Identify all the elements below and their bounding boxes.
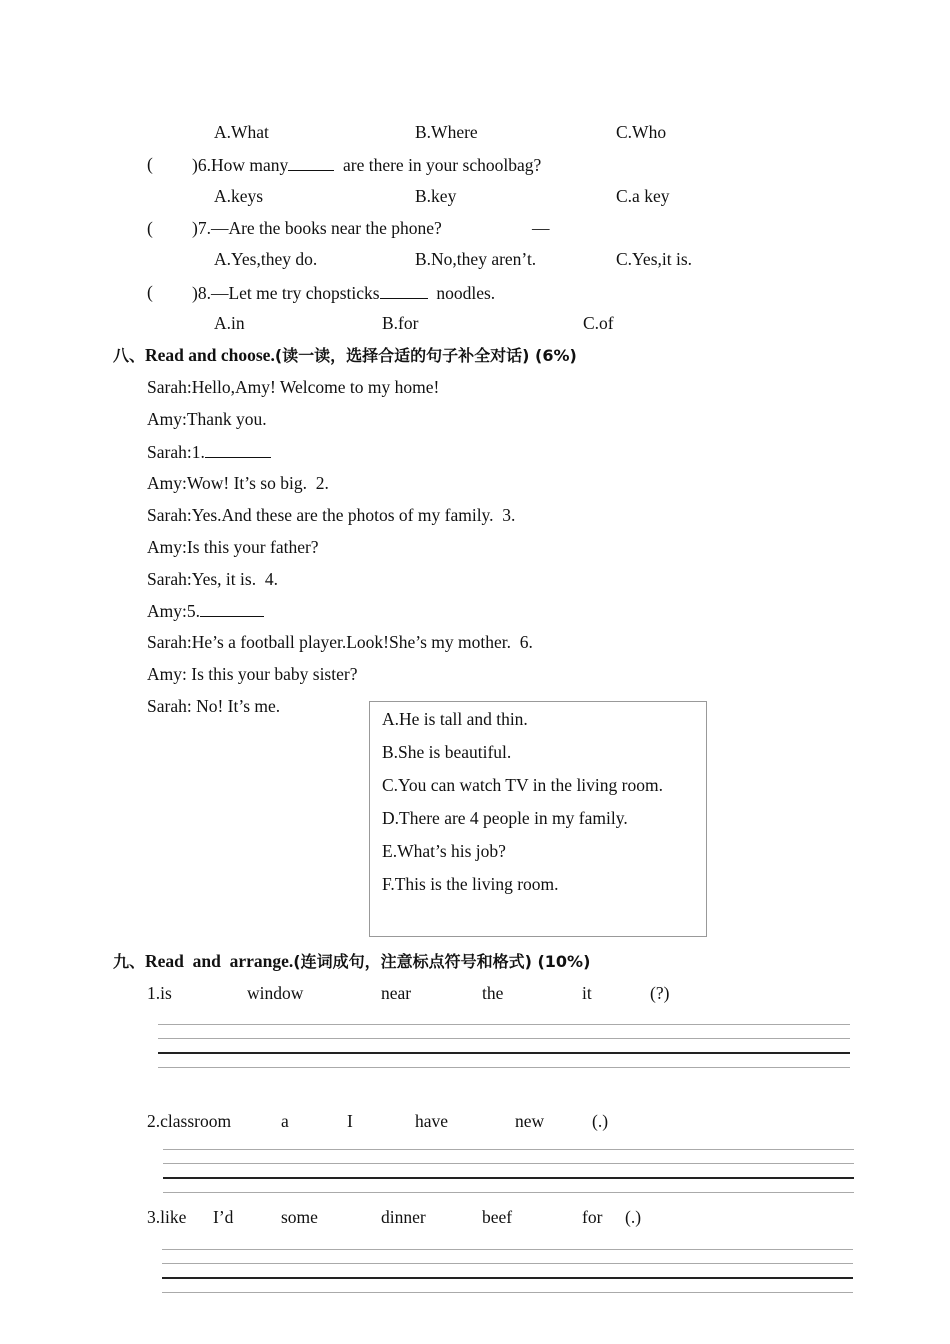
dialogue-line-10: Amy: Is this your baby sister? <box>147 664 358 684</box>
section8-heading: 八、Read and choose.(读一读，选择合适的句子补全对话) (6%) <box>113 345 577 365</box>
section9-heading: 九、Read and arrange.(连词成句，注意标点符号和格式) (10%) <box>113 951 591 971</box>
q5-option-b: B.Where <box>415 122 478 142</box>
dialogue-line-11: Sarah: No! It’s me. <box>147 696 281 716</box>
arrange-q3-word: I’d <box>213 1207 234 1227</box>
q7-option-c: C.Yes,it is. <box>616 249 693 269</box>
q7-open-paren: ( <box>147 218 153 238</box>
arrange-q3-word: some <box>281 1207 318 1227</box>
dialogue-line-6: Amy:Is this your father? <box>147 537 319 557</box>
q8-option-a: A.in <box>214 313 245 333</box>
q8-option-c: C.of <box>583 313 614 333</box>
q7-answer-dash: — <box>532 218 550 238</box>
arrange-q3-word: beef <box>482 1207 513 1227</box>
q8-stem: )8.—Let me try chopsticks noodles. <box>192 283 496 303</box>
dialogue-line-7: Sarah:Yes, it is. 4. <box>147 569 278 589</box>
dialogue-line-1: Sarah:Hello,Amy! Welcome to my home! <box>147 377 440 397</box>
writing-line[interactable] <box>162 1292 853 1293</box>
dialogue-line-9: Sarah:He’s a football player.Look!She’s my mother. 6. <box>147 632 533 652</box>
dialogue-blank-1[interactable] <box>205 443 271 458</box>
writing-line[interactable] <box>162 1249 853 1250</box>
q5-option-a: A.What <box>214 122 269 142</box>
option-c: C.You can watch TV in the living room. <box>382 775 663 795</box>
q8-blank[interactable] <box>380 284 428 299</box>
arrange-q2-word: have <box>415 1111 449 1131</box>
q6-option-b: B.key <box>415 186 457 206</box>
writing-line[interactable] <box>162 1263 853 1264</box>
writing-line[interactable] <box>158 1024 850 1025</box>
q7-stem: )7.—Are the books near the phone? <box>192 218 442 238</box>
arrange-q1-word: 1.is <box>147 983 172 1003</box>
arrange-q3-word: (.) <box>625 1207 642 1227</box>
q7-option-b: B.No,they aren’t. <box>415 249 537 269</box>
arrange-q1-word: near <box>381 983 412 1003</box>
writing-line[interactable] <box>163 1163 854 1164</box>
arrange-q1-word: (?) <box>650 983 670 1003</box>
writing-baseline[interactable] <box>163 1177 854 1179</box>
q6-stem: )6.How many are there in your schoolbag? <box>192 155 542 175</box>
dialogue-line-5: Sarah:Yes.And these are the photos of my family. 3. <box>147 505 516 525</box>
arrange-q2-word: 2.classroom <box>147 1111 232 1131</box>
q6-option-c: C.a key <box>616 186 670 206</box>
dialogue-line-8: Amy:5. <box>147 602 264 621</box>
arrange-q2-word: I <box>347 1111 353 1131</box>
arrange-q2-word: (.) <box>592 1111 609 1131</box>
option-b: B.She is beautiful. <box>382 742 512 762</box>
dialogue-line-3: Sarah:1. <box>147 443 271 462</box>
option-f: F.This is the living room. <box>382 874 559 894</box>
option-e: E.What’s his job? <box>382 841 506 861</box>
dialogue-blank-5[interactable] <box>200 602 264 617</box>
writing-line[interactable] <box>163 1149 854 1150</box>
writing-baseline[interactable] <box>162 1277 853 1279</box>
q7-option-a: A.Yes,they do. <box>214 249 318 269</box>
option-d: D.There are 4 people in my family. <box>382 808 628 828</box>
writing-baseline[interactable] <box>158 1052 850 1054</box>
option-a: A.He is tall and thin. <box>382 709 528 729</box>
q6-option-a: A.keys <box>214 186 264 206</box>
writing-line[interactable] <box>163 1192 854 1193</box>
q6-blank[interactable] <box>288 156 334 171</box>
q5-option-c: C.Who <box>616 122 667 142</box>
dialogue-line-2: Amy:Thank you. <box>147 409 267 429</box>
arrange-q3-word: dinner <box>381 1207 426 1227</box>
q6-open-paren: ( <box>147 154 153 174</box>
writing-line[interactable] <box>158 1038 850 1039</box>
arrange-q3-word: 3.like <box>147 1207 187 1227</box>
arrange-q1-word: the <box>482 983 504 1003</box>
arrange-q1-word: it <box>582 983 592 1003</box>
arrange-q3-word: for <box>582 1207 603 1227</box>
dialogue-line-4: Amy:Wow! It’s so big. 2. <box>147 473 329 493</box>
arrange-q2-word: a <box>281 1111 289 1131</box>
arrange-q2-word: new <box>515 1111 545 1131</box>
arrange-q1-word: window <box>247 983 304 1003</box>
writing-line[interactable] <box>158 1067 850 1068</box>
q8-open-paren: ( <box>147 282 153 302</box>
q8-option-b: B.for <box>382 313 419 333</box>
